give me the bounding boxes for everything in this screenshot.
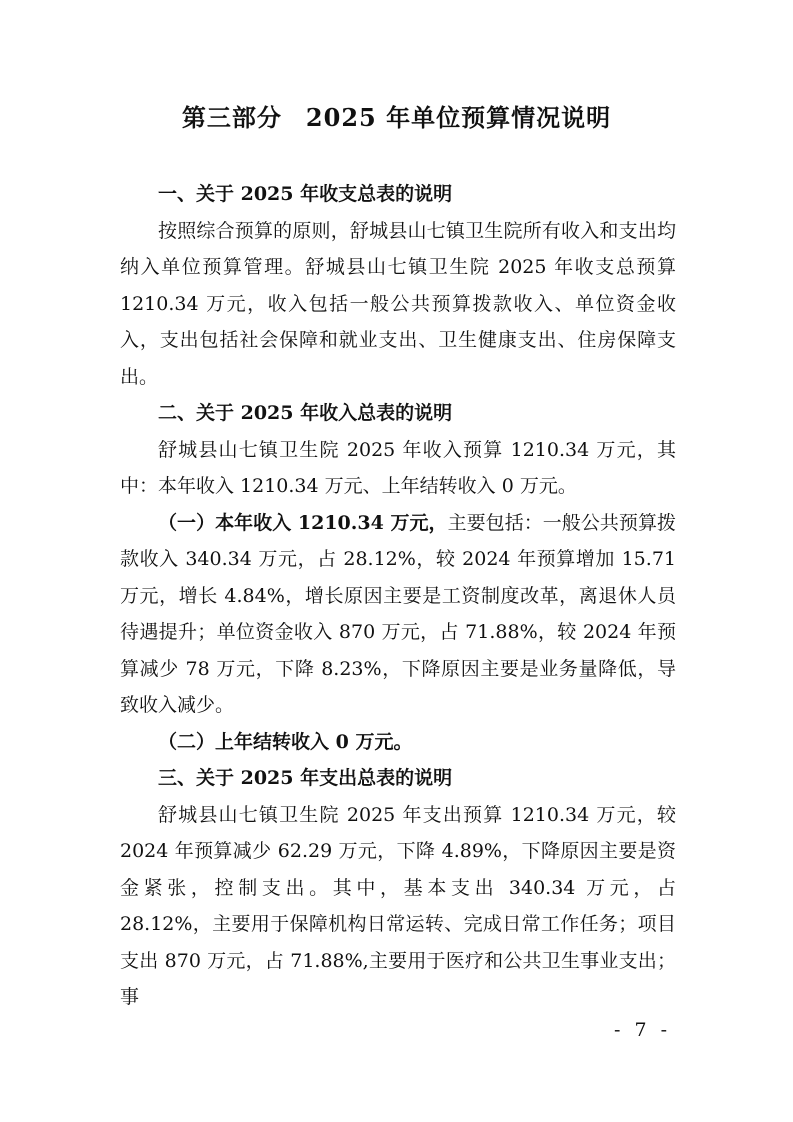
title-part: 第三部分 [181,103,282,132]
section-1-heading: 一、关于 2025 年收支总表的说明 [158,183,453,205]
document-body [120,176,676,1016]
section-2-subsection-1 [120,505,676,724]
section-2-subsection-2: （二）上年结转收入 0 万元。 [158,730,413,753]
section-3-paragraph: 舒城县山七镇卫生院 2025 年支出预算 1210.34 万元，较 2024 年预算减少 62.29 万元，下降 4.89%，下降原因主要是资金紧张，控制支出。其中，基本支出 340.34 万元，占 28.12%，主要用于保障机构日常运转、完成日常工作任务；项目支出 870 万元，占 71.88%,主要用于医疗和公共卫生事业支出；事 [120,803,676,1008]
page-number: - 7 - [614,1019,672,1041]
subsection-1-text: 主要包括：一般公共预算拨款收入 340.34 万元，占 28.12%，较 2024 年预算增加 15.71 万元，增长 4.84%，增长原因主要是工资制度改革，离退休人员待遇提升；单位资金收入 870 万元，占 71.88%，较 2024 年预算减少 78 万元，下降 8.23%，下降原因主要是业务量降低，导致收入减少。 [120,511,676,716]
title-text: 2025 年单位预算情况说明 [305,103,612,132]
section-2-paragraph: 舒城县山七镇卫生院 2025 年收入预算 1210.34 万元，其中：本年收入 1210.34 万元、上年结转收入 0 万元。 [120,438,676,497]
subsection-1-label: （一）本年收入 1210.34 万元， [158,511,448,534]
section-3-heading: 三、关于 2025 年支出总表的说明 [158,767,453,789]
section-2-heading: 二、关于 2025 年收入总表的说明 [158,402,453,424]
section-1-paragraph: 按照综合预算的原则，舒城县山七镇卫生院所有收入和支出均纳入单位预算管理。舒城县山七镇卫生院 2025 年收支总预算 1210.34 万元，收入包括一般公共预算拨款收入、单位资金收入，支出包括社会保障和就业支出、卫生健康支出、住房保障支出。 [120,219,676,388]
page-title [0,100,793,136]
